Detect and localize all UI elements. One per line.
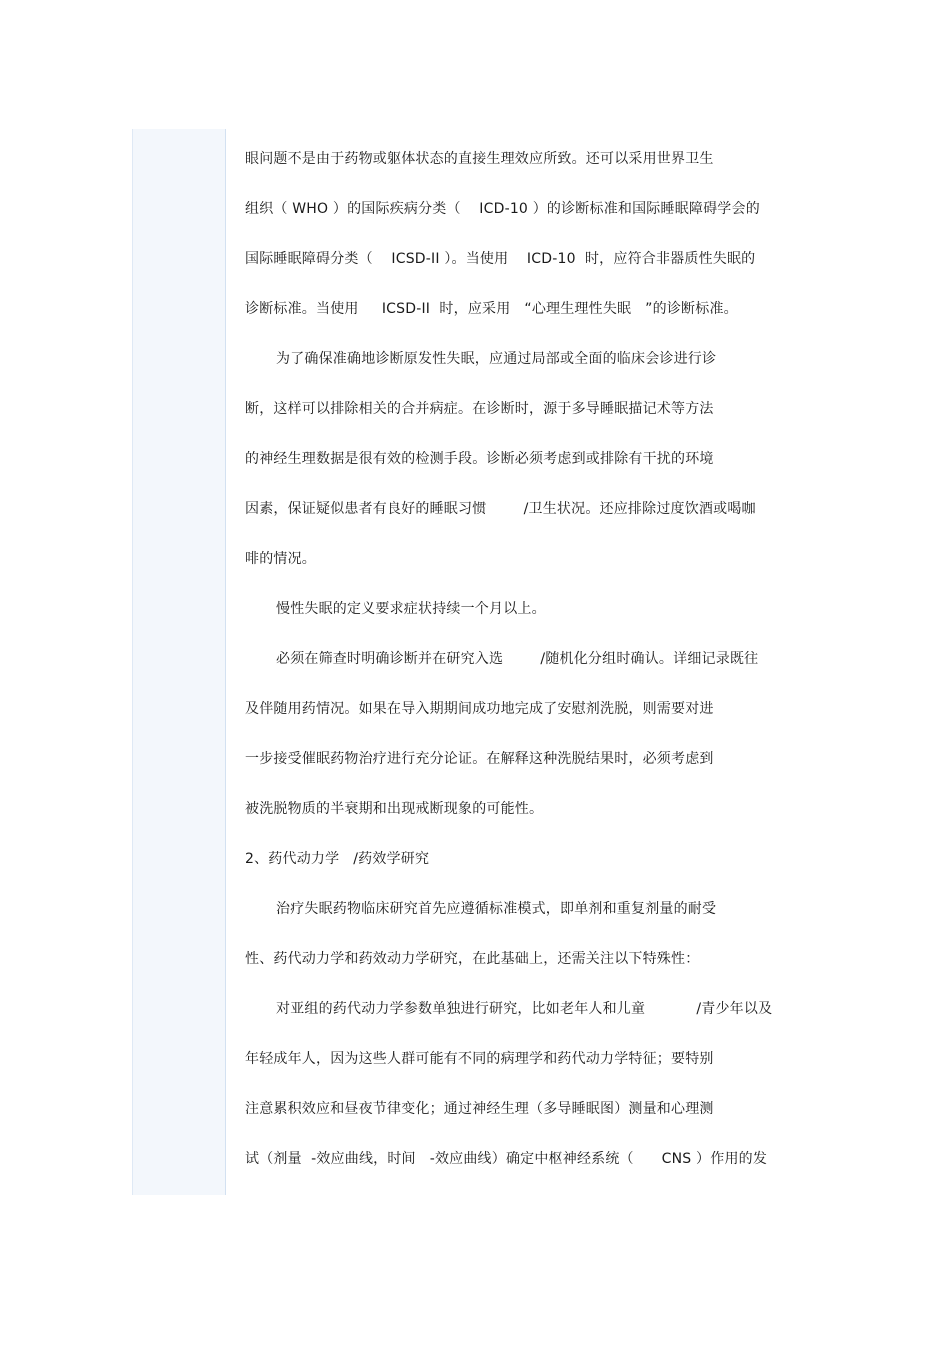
- text-line-18: 对亚组的药代动力学参数单独进行研究，比如老年人和儿童 /青少年以及: [276, 1001, 773, 1017]
- text-line-17: 性、药代动力学和药效动力学研究，在此基础上，还需关注以下特殊性：: [245, 951, 700, 967]
- text-line-2: 组织（ WHO ）的国际疾病分类（ ICD-10 ）的诊断标准和国际睡眠障碍学会的: [245, 201, 760, 217]
- text-line-11: 必须在筛查时明确诊断并在研究入选 /随机化分组时确认。详细记录既往: [276, 651, 759, 667]
- text-line-4: 诊断标准。当使用 ICSD-II 时，应采用 “心理生理性失眠 ”的诊断标准。: [245, 301, 738, 317]
- section-heading: 2、药代动力学 /药效学研究: [245, 851, 430, 867]
- text-line-21: 试（剂量 -效应曲线，时间 -效应曲线）确定中枢神经系统（ CNS ）作用的发: [245, 1151, 768, 1167]
- text-line-16: 治疗失眠药物临床研究首先应遵循标准模式，即单剂和重复剂量的耐受: [276, 901, 717, 917]
- text-line-8: 因素，保证疑似患者有良好的睡眠习惯 /卫生状况。还应排除过度饮酒或喝咖: [245, 501, 756, 517]
- text-line-10: 慢性失眠的定义要求症状持续一个月以上。: [276, 601, 546, 617]
- text-line-14: 被洗脱物质的半衰期和出现戒断现象的可能性。: [245, 801, 544, 817]
- left-margin-column: [132, 129, 226, 1195]
- text-line-13: 一步接受催眠药物治疗进行充分论证。在解释这种洗脱结果时，必须考虑到: [245, 751, 714, 767]
- text-line-5: 为了确保准确地诊断原发性失眠，应通过局部或全面的临床会诊进行诊: [276, 351, 717, 367]
- text-line-12: 及伴随用药情况。如果在导入期期间成功地完成了安慰剂洗脱，则需要对进: [245, 701, 714, 717]
- text-line-1: 眼问题不是由于药物或躯体状态的直接生理效应所致。还可以采用世界卫生: [245, 151, 714, 167]
- text-line-7: 的神经生理数据是很有效的检测手段。诊断必须考虑到或排除有干扰的环境: [245, 451, 714, 467]
- text-line-6: 断，这样可以排除相关的合并病症。在诊断时，源于多导睡眠描记术等方法: [245, 401, 714, 417]
- document-body: [245, 148, 805, 1198]
- text-line-9: 啡的情况。: [245, 551, 316, 567]
- text-line-3: 国际睡眠障碍分类（ ICSD-II ）。当使用 ICD-10 时，应符合非器质性失眠的: [245, 251, 756, 267]
- text-line-19: 年轻成年人，因为这些人群可能有不同的病理学和药代动力学特征；要特别: [245, 1051, 714, 1067]
- text-line-20: 注意累积效应和昼夜节律变化；通过神经生理（多导睡眠图）测量和心理测: [245, 1101, 714, 1117]
